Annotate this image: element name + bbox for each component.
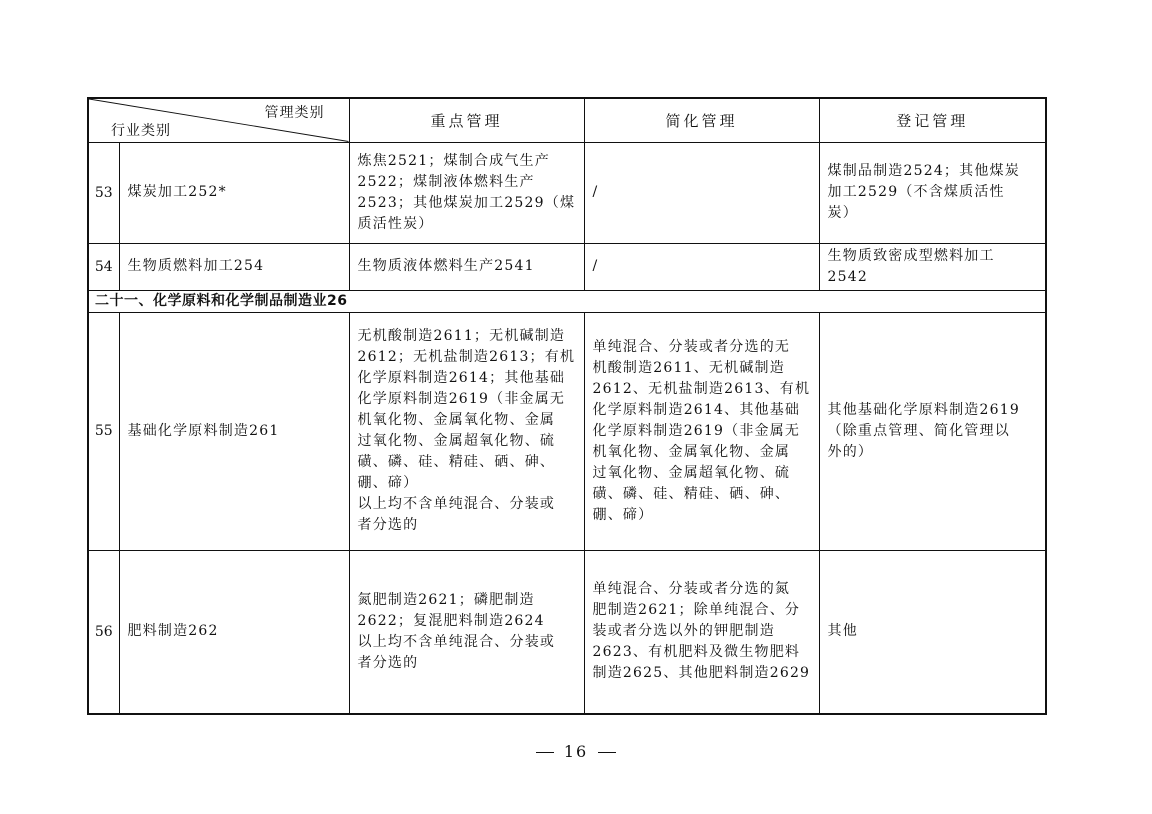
registration-management-cell	[819, 550, 1046, 714]
simplified-management-text: 单纯混合、分装或者分选的氮 肥制造2621；除单纯混合、分 装或者分选以外的钾肥制造 2623、有机肥料及微生物肥料 制造2625、其他肥料制造2629	[592, 581, 811, 682]
table-header-row	[88, 98, 1046, 142]
pollutant-permit-classification-table	[87, 97, 1047, 715]
key-management-header: 重点管理	[349, 98, 584, 142]
section-title: 二十一、化学原料和化学制品制造业26	[95, 293, 348, 309]
simplified-management-text: 单纯混合、分装或者分选的无 机酸制造2611、无机碱制造 2612、无机盐制造2613、有机 化学原料制造2614、其他基础 化学原料制造2619（非金属无 机氧化物、金属氧化物、金属 过氧化物、金属超氧化物、硫 磺、磷、硅、精硅、硒、砷、 硼、碲）	[592, 338, 811, 523]
industry-text: 煤炭加工252*	[127, 184, 227, 200]
table-row	[88, 243, 1046, 290]
management-category-label: 管理类别	[264, 105, 325, 121]
registration-management-text: 其他	[827, 623, 858, 640]
table-row	[88, 312, 1046, 550]
registration-management-cell	[819, 243, 1046, 290]
registration-management-cell	[819, 312, 1046, 550]
row-number: 53	[88, 142, 119, 243]
simplified-management-cell	[584, 142, 819, 243]
industry-category-label: 行业类别	[111, 122, 171, 139]
row-number: 54	[88, 243, 119, 290]
table-row	[88, 550, 1046, 714]
page-dash-left	[536, 752, 554, 753]
simplified-management-cell	[584, 550, 819, 714]
industry-cell	[119, 312, 349, 550]
registration-management-header: 登记管理	[819, 98, 1046, 142]
industry-cell	[119, 550, 349, 714]
row-number: 55	[88, 312, 119, 550]
registration-management-cell	[819, 142, 1046, 243]
key-management-text: 生物质液体燃料生产2541	[357, 258, 535, 274]
section-header-cell	[88, 290, 1046, 312]
key-management-cell	[349, 142, 584, 243]
industry-text: 肥料制造262	[127, 623, 219, 640]
industry-text: 生物质燃料加工254	[127, 258, 265, 274]
page-number-footer	[0, 742, 1152, 761]
simplified-management-header: 简化管理	[584, 98, 819, 142]
simplified-management-text: /	[592, 184, 599, 200]
diagonal-header-cell	[88, 98, 349, 142]
registration-management-text: 其他基础化学原料制造2619 （除重点管理、简化管理以 外的）	[827, 401, 1020, 460]
industry-cell	[119, 243, 349, 290]
industry-text: 基础化学原料制造261	[127, 422, 280, 439]
key-management-cell	[349, 550, 584, 714]
simplified-management-text: /	[592, 258, 599, 274]
key-management-text: 氮肥制造2621；磷肥制造 2622；复混肥料制造2624 以上均不含单纯混合、分装或 者分选的	[357, 591, 556, 671]
key-management-cell	[349, 243, 584, 290]
key-management-text: 炼焦2521；煤制合成气生产 2522；煤制液体燃料生产 2523；其他煤炭加工2529（煤 质活性炭）	[357, 152, 576, 232]
table-row	[88, 142, 1046, 243]
industry-cell	[119, 142, 349, 243]
key-management-cell	[349, 312, 584, 550]
registration-management-text: 生物质致密成型燃料加工 2542	[827, 247, 995, 285]
registration-management-text: 煤制品制造2524；其他煤炭 加工2529（不含煤质活性 炭）	[827, 163, 1020, 221]
key-management-text: 无机酸制造2611；无机碱制造 2612；无机盐制造2613；有机 化学原料制造2614；其他基础 化学原料制造2619（非金属无 机氧化物、金属氧化物、金属 过氧化物、金属超氧化物、硫 磺、磷、硅、精硅、硒、砷、 硼、碲） 以上均不含单纯混合、分装或 者分选的	[357, 328, 576, 533]
section-header-row	[88, 290, 1046, 312]
page-dash-right	[598, 752, 616, 753]
classification-table-container	[87, 97, 1045, 715]
simplified-management-cell	[584, 312, 819, 550]
page-number: 16	[563, 742, 589, 761]
row-number: 56	[88, 550, 119, 714]
simplified-management-cell	[584, 243, 819, 290]
